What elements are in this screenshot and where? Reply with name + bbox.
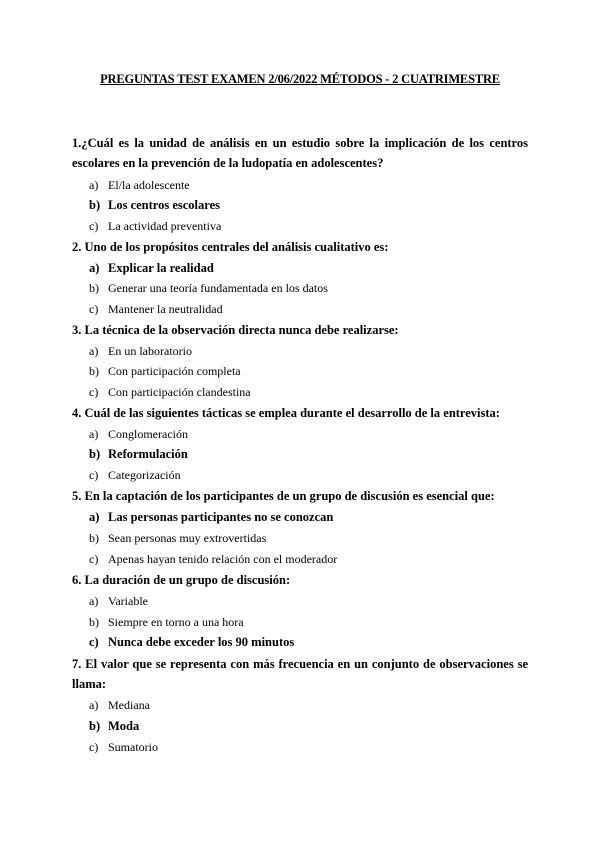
option-text: Conglomeración bbox=[108, 427, 188, 441]
question-5-option-c bbox=[89, 551, 529, 567]
option-text: Con participación completa bbox=[108, 364, 241, 378]
option-letter: a) bbox=[89, 344, 99, 358]
question-3-option-a bbox=[89, 343, 529, 359]
option-letter: c) bbox=[89, 635, 99, 649]
option-letter: c) bbox=[89, 740, 99, 754]
option-letter: c) bbox=[89, 385, 99, 399]
option-letter: b) bbox=[89, 615, 99, 629]
option-text: Moda bbox=[108, 719, 140, 733]
question-7-option-c bbox=[89, 739, 529, 755]
question-1: 1.¿Cuál es la unidad de análisis en un estudio sobre la implicación de los centros escolares en la prevención de la ludopatía en adolescentes? bbox=[72, 136, 528, 170]
question-5-option-b bbox=[89, 530, 529, 546]
option-letter: a) bbox=[89, 594, 99, 608]
question-7-option-a bbox=[89, 697, 529, 713]
option-text: Generar una teoría fundamentada en los datos bbox=[108, 281, 328, 295]
question-1-option-a bbox=[89, 177, 529, 193]
question-6: 6. La duración de un grupo de discusión: bbox=[72, 573, 291, 587]
question-2-option-a bbox=[89, 260, 529, 276]
option-text: Con participación clandestina bbox=[108, 385, 251, 399]
option-letter: b) bbox=[89, 364, 99, 378]
question-7-option-b bbox=[89, 718, 529, 734]
option-text: Apenas hayan tenido relación con el moderador bbox=[108, 552, 338, 566]
option-text: Categorización bbox=[108, 468, 181, 482]
option-letter: b) bbox=[89, 447, 101, 461]
option-text: Explicar la realidad bbox=[108, 261, 214, 275]
option-letter: c) bbox=[89, 468, 99, 482]
option-letter: c) bbox=[89, 302, 99, 316]
question-4-option-a bbox=[89, 426, 529, 442]
question-4-option-b bbox=[89, 446, 529, 462]
question-6-option-a bbox=[89, 593, 529, 609]
question-3-option-c bbox=[89, 384, 529, 400]
option-letter: b) bbox=[89, 281, 99, 295]
question-1-option-b bbox=[89, 197, 529, 213]
option-text: En un laboratorio bbox=[108, 344, 192, 358]
question-4: 4. Cuál de las siguientes tácticas se emplea durante el desarrollo de la entrevista: bbox=[72, 406, 500, 420]
option-text: Nunca debe exceder los 90 minutos bbox=[108, 635, 295, 649]
question-3: 3. La técnica de la observación directa nunca debe realizarse: bbox=[72, 323, 399, 337]
option-text: Las personas participantes no se conozcan bbox=[108, 510, 334, 524]
question-2: 2. Uno de los propósitos centrales del análisis cualitativo es: bbox=[72, 240, 389, 254]
option-text: Siempre en torno a una hora bbox=[108, 615, 244, 629]
question-5: 5. En la captación de los participantes de un grupo de discusión es esencial que: bbox=[72, 489, 495, 503]
option-text: La actividad preventiva bbox=[108, 219, 222, 233]
document-title: PREGUNTAS TEST EXAMEN 2/06/2022 MÉTODOS - 2 CUATRIMESTRE bbox=[100, 72, 500, 86]
option-letter: c) bbox=[89, 552, 99, 566]
option-letter: a) bbox=[89, 510, 100, 524]
option-text: El/la adolescente bbox=[108, 178, 190, 192]
option-letter: a) bbox=[89, 698, 99, 712]
option-letter: a) bbox=[89, 178, 99, 192]
option-text: Mediana bbox=[108, 698, 150, 712]
option-text: Sean personas muy extrovertidas bbox=[108, 531, 267, 545]
question-2-option-c bbox=[89, 301, 529, 317]
option-letter: a) bbox=[89, 261, 100, 275]
question-6-option-b bbox=[89, 614, 529, 630]
option-letter: a) bbox=[89, 427, 99, 441]
question-1-option-c bbox=[89, 218, 529, 234]
option-text: Mantener la neutralidad bbox=[108, 302, 223, 316]
option-letter: b) bbox=[89, 531, 99, 545]
option-letter: b) bbox=[89, 198, 101, 212]
question-7: 7. El valor que se representa con más frecuencia en un conjunto de observaciones se llama: bbox=[72, 657, 528, 691]
question-3-option-b bbox=[89, 363, 529, 379]
question-6-option-c bbox=[89, 634, 529, 650]
question-5-option-a bbox=[89, 509, 529, 525]
question-4-option-c bbox=[89, 467, 529, 483]
option-text: Variable bbox=[108, 594, 148, 608]
option-text: Sumatorio bbox=[108, 740, 158, 754]
option-text: Los centros escolares bbox=[108, 198, 221, 212]
question-2-option-b bbox=[89, 280, 529, 296]
option-text: Reformulación bbox=[108, 447, 188, 461]
option-letter: c) bbox=[89, 219, 99, 233]
option-letter: b) bbox=[89, 719, 101, 733]
